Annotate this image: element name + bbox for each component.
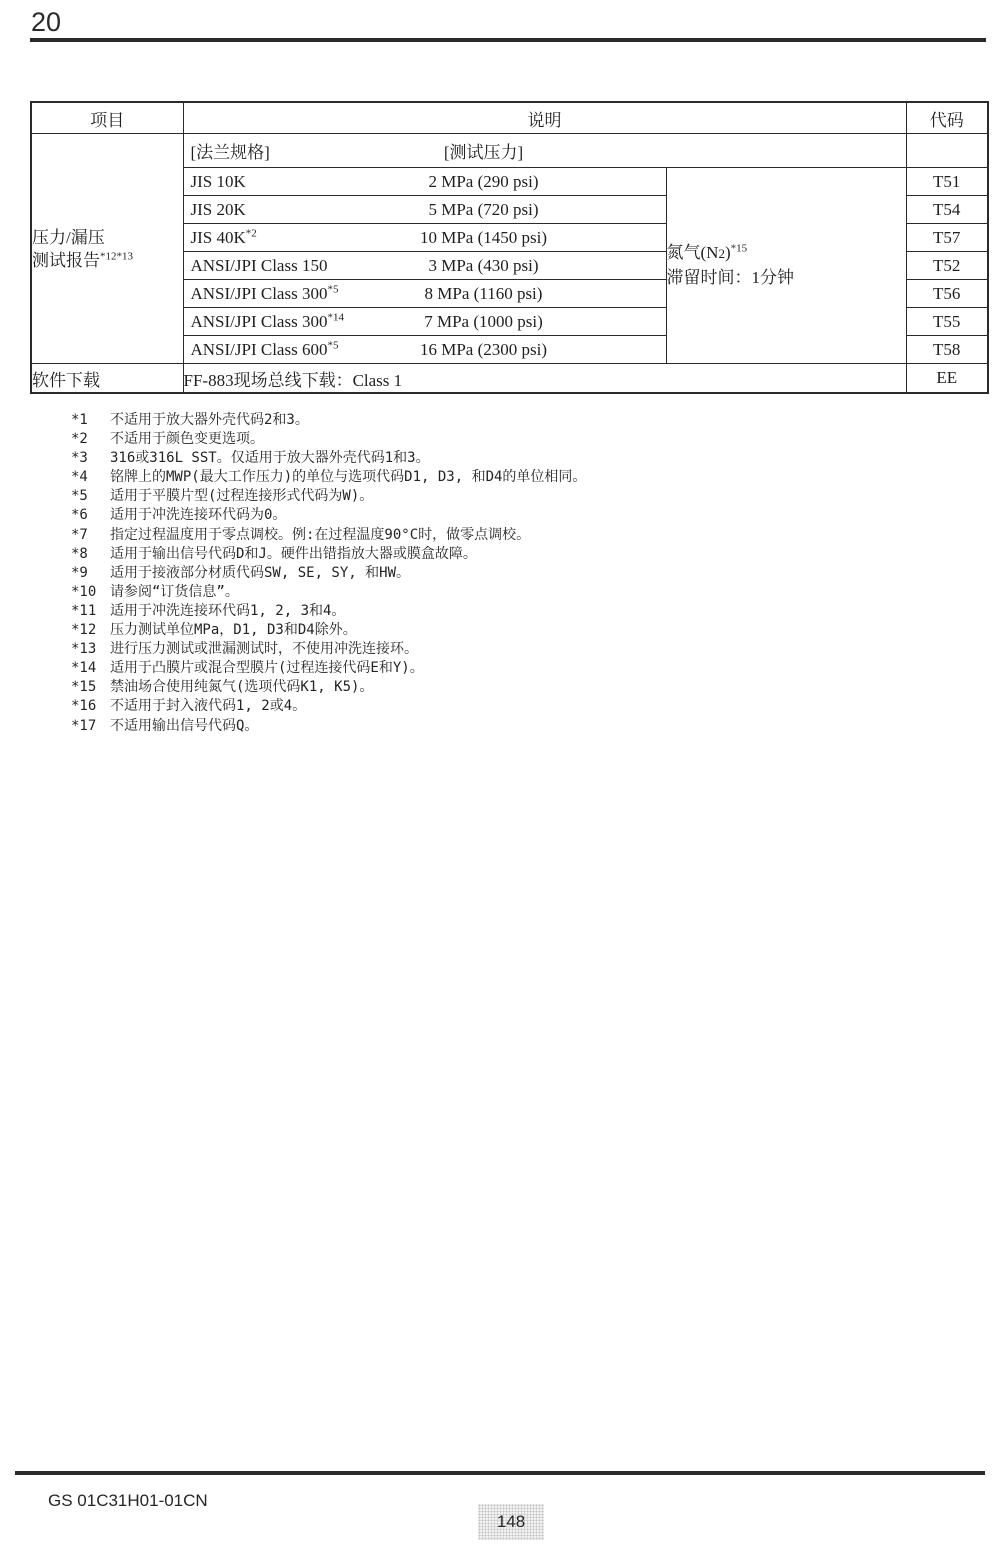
flange-label — [184, 340, 384, 360]
footnote-item — [71, 640, 586, 659]
footnote-item — [71, 583, 586, 602]
footnote-marker: *12 — [71, 622, 97, 639]
code-cell: T58 — [906, 336, 988, 364]
footnote-marker: *17 — [71, 717, 97, 734]
footnote-text: 不适用输出信号代码Q。 — [110, 717, 259, 734]
table-header-row — [31, 102, 988, 134]
footnote-text: 压力测试单位MPa，D1, D3和D4除外。 — [110, 622, 357, 639]
footnote-item — [71, 526, 586, 545]
footnote-text: 适用于接液部分材质代码SW, SE, SY, 和HW。 — [110, 564, 411, 581]
flange-label — [184, 312, 384, 332]
footnote-marker: *3 — [71, 450, 88, 467]
flange-cell — [183, 280, 666, 308]
footnote-text: 铭牌上的MWP(最大工作压力)的单位与选项代码D1, D3, 和D4的单位相同。 — [110, 469, 587, 486]
flange-cell — [183, 196, 666, 224]
code-cell: T57 — [906, 224, 988, 252]
footnote-item — [71, 659, 586, 678]
flange-label — [184, 228, 384, 248]
footnote-item — [71, 602, 586, 621]
flange-footnote-ref: *2 — [245, 226, 257, 239]
footnote-text: 适用于平膜片型(过程连接形式代码为W)。 — [110, 488, 374, 505]
footnote-marker: *13 — [71, 641, 97, 658]
footnote-marker: *6 — [71, 507, 88, 524]
footnote-marker: *7 — [71, 526, 88, 543]
footnotes-list — [71, 411, 586, 736]
footnote-text: 不适用于颜色变更选项。 — [110, 431, 264, 448]
code-cell: T51 — [906, 168, 988, 196]
header-code: 代码 — [906, 102, 988, 134]
pressure-value: 2 MPa (290 psi) — [428, 171, 539, 191]
footnote-text: 适用于冲洗连接环代码为0。 — [110, 507, 287, 524]
retention-time: 滞留时间：1分钟 — [666, 268, 794, 287]
footnote-text: 适用于冲洗连接环代码1, 2, 3和4。 — [110, 602, 346, 619]
flange-label — [184, 200, 384, 220]
page-number-badge: 148 — [478, 1504, 544, 1540]
footnote-text: 进行压力测试或泄漏测试时，不使用冲洗连接环。 — [110, 641, 418, 658]
footnote-item — [71, 430, 586, 449]
footnote-marker: *14 — [71, 660, 97, 677]
software-description: FF-883现场总线下载：Class 1 — [183, 364, 906, 394]
gas-name-close: ) — [724, 243, 731, 262]
footnote-marker: *8 — [71, 545, 88, 562]
flange-label — [184, 256, 384, 276]
footnote-marker: *11 — [71, 602, 97, 619]
pressure-value: 3 MPa (430 psi) — [428, 255, 539, 275]
footnote-item — [71, 545, 586, 564]
footer-rule — [15, 1471, 985, 1475]
item-line2: 测试报告 — [32, 250, 100, 270]
item-footnote-ref: *12*13 — [100, 249, 133, 262]
nitrogen-gas-cell — [666, 168, 906, 364]
header-description: 说明 — [183, 102, 906, 134]
header-item: 项目 — [31, 102, 183, 134]
flange-text: JIS 10K — [190, 171, 246, 191]
pressure-value: 10 MPa (1450 psi) — [419, 227, 548, 247]
footnote-marker: *2 — [71, 431, 88, 448]
footnote-text: 316或316L SST。仅适用于放大器外壳代码1和3。 — [110, 450, 430, 467]
spec-table — [30, 101, 989, 394]
gas-footnote-ref: *15 — [730, 242, 748, 255]
footnote-item — [71, 678, 586, 697]
pressure-value: 5 MPa (720 psi) — [428, 199, 539, 219]
flange-text: ANSI/JPI Class 300 — [190, 311, 328, 331]
flange-text: JIS 20K — [190, 199, 246, 219]
footnote-marker: *10 — [71, 583, 97, 600]
flange-footnote-ref: *14 — [327, 310, 344, 323]
test-pressure-header: [测试压力] — [443, 143, 524, 162]
item-line1: 压力/漏压 — [32, 227, 105, 247]
pressure-value: 8 MPa (1160 psi) — [424, 283, 543, 303]
gas-subscript: 2 — [718, 246, 725, 261]
flange-cell — [183, 336, 666, 364]
flange-subheader-row — [31, 134, 988, 168]
footnote-text: 适用于输出信号代码D和J。硬件出错指放大器或膜盒故障。 — [110, 545, 477, 562]
footnote-item — [71, 468, 586, 487]
flange-text: ANSI/JPI Class 300 — [190, 283, 328, 303]
footnote-item — [71, 487, 586, 506]
code-cell: T55 — [906, 308, 988, 336]
footnote-marker: *1 — [71, 412, 88, 428]
flange-text: JIS 40K — [190, 227, 246, 247]
code-cell: EE — [906, 364, 988, 394]
code-cell: T54 — [906, 196, 988, 224]
footnote-marker: *4 — [71, 469, 88, 486]
pressure-value: 16 MPa (2300 psi) — [419, 339, 548, 359]
document-number: GS 01C31H01-01CN — [48, 1491, 208, 1510]
footnote-item — [71, 717, 586, 736]
footnote-text: 禁油场合使用纯氮气(选项代码K1, K5)。 — [110, 679, 374, 696]
item-cell-pressure-test — [31, 134, 183, 364]
footnote-item — [71, 411, 586, 430]
footnote-marker: *9 — [71, 564, 88, 581]
flange-cell — [183, 168, 666, 196]
footnote-marker: *5 — [71, 488, 88, 505]
flange-subheader-cell — [183, 134, 906, 168]
footnote-item — [71, 564, 586, 583]
gas-name: 氮气(N — [666, 243, 719, 262]
code-cell-empty — [906, 134, 988, 168]
footnote-text: 指定过程温度用于零点调校。例:在过程温度90°C时，做零点调校。 — [110, 526, 531, 543]
footnote-text: 请参阅“订货信息”。 — [110, 583, 239, 600]
code-cell: T52 — [906, 252, 988, 280]
footnote-item — [71, 621, 586, 640]
footnote-text: 不适用于放大器外壳代码2和3。 — [110, 412, 309, 428]
flange-cell — [183, 308, 666, 336]
software-row — [31, 364, 988, 394]
flange-footnote-ref: *5 — [327, 282, 339, 295]
footnote-item — [71, 506, 586, 525]
flange-label — [184, 284, 384, 304]
flange-cell — [183, 224, 666, 252]
footnote-marker: *16 — [71, 698, 97, 715]
top-rule — [30, 38, 986, 42]
footnote-text: 适用于凸膜片或混合型膜片(过程连接代码E和Y)。 — [110, 660, 424, 677]
footnote-text: 不适用于封入液代码1, 2或4。 — [110, 698, 307, 715]
flange-text: ANSI/JPI Class 150 — [190, 255, 328, 275]
footnote-item — [71, 697, 586, 716]
code-cell: T56 — [906, 280, 988, 308]
item-cell-software: 软件下载 — [31, 364, 183, 394]
flange-cell — [183, 252, 666, 280]
flange-label — [184, 172, 384, 192]
pressure-value: 7 MPa (1000 psi) — [424, 311, 543, 331]
flange-spec-header: [法兰规格] — [190, 143, 270, 162]
page-corner-number: 20 — [31, 7, 62, 37]
flange-footnote-ref: *5 — [327, 338, 339, 351]
footnote-marker: *15 — [71, 679, 97, 696]
flange-text: ANSI/JPI Class 600 — [190, 339, 328, 359]
footnote-item — [71, 449, 586, 468]
